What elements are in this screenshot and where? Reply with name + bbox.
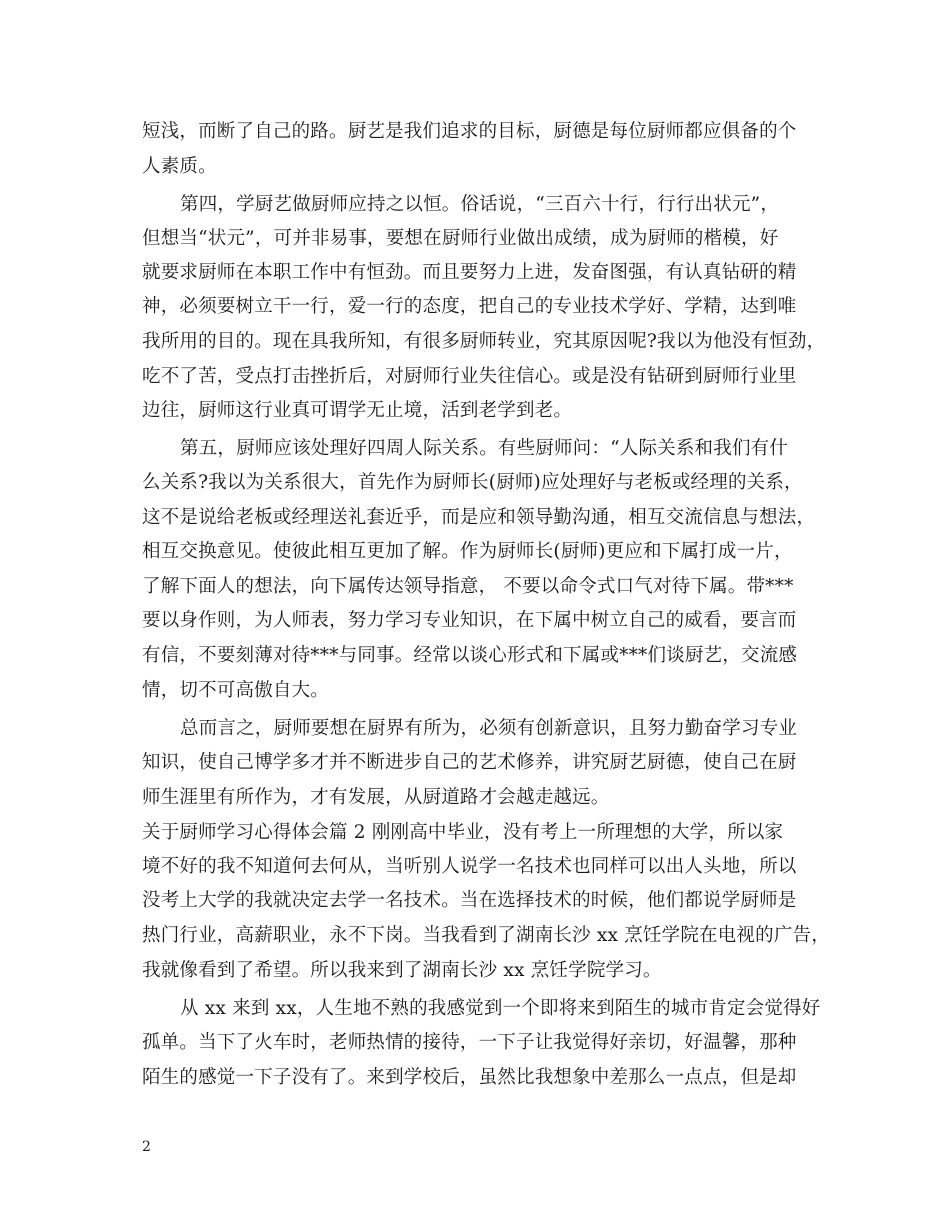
text-line — [180, 992, 820, 1026]
text-line — [142, 781, 820, 815]
text-line-content: 我就像看到了希望。所以我来到了湖南长沙 xx 烹饪学院学习。 — [142, 960, 662, 981]
text-line — [142, 604, 820, 638]
text-line — [142, 360, 820, 394]
text-line — [142, 535, 820, 569]
text-line-content: 师生涯里有所作为，才有发展，从厨道路才会越走越远。 — [142, 787, 610, 808]
text-line — [180, 188, 820, 222]
text-line-content: 就要求厨师在本职工作中有恒劲。而且要努力上进，发奋图强，有认真钻研的精 — [142, 262, 797, 283]
text-line-content: 总而言之，厨师要想在厨界有所为，必须有创新意识，且努力勤奋学习专业 — [180, 718, 798, 739]
text-line — [142, 570, 820, 604]
text-line-content: 但想当“状元”，可并非易事，要想在厨师行业做出成绩，成为厨师的楷模，好 — [142, 228, 779, 249]
text-line — [142, 1026, 820, 1060]
text-line — [142, 325, 826, 359]
text-line — [142, 115, 820, 149]
text-line-content: 知识，使自己博学多才并不断进步自己的艺术修养，讲究厨艺厨德，使自己在厨 — [142, 752, 797, 773]
text-line — [142, 884, 820, 918]
text-line — [142, 466, 820, 500]
text-line — [142, 501, 820, 535]
text-line-content: 境不好的我不知道何去何从，当听别人说学一名技术也同样可以出人头地，所以 — [142, 856, 797, 877]
text-line — [142, 746, 820, 780]
text-line-content: 这不是说给老板或经理送礼套近乎，而是应和领导勤沟通，相互交流信息与想法， — [142, 507, 816, 528]
text-line-content: 情，切不可高傲自大。 — [142, 680, 330, 701]
text-line — [180, 432, 820, 466]
text-line-content: 热门行业，高薪职业，永不下岗。当我看到了湖南长沙 xx 烹饪学院在电视的广告， — [142, 925, 830, 946]
text-line — [142, 150, 820, 184]
text-line — [142, 954, 820, 988]
text-line — [142, 639, 820, 673]
text-line-content: 吃不了苦，受点打击挫折后，对厨师行业失往信心。或是没有钻研到厨师行业里 — [142, 366, 797, 387]
text-line — [142, 816, 820, 850]
text-line — [142, 850, 820, 884]
text-line-content: 第四，学厨艺做厨师应持之以恒。俗话说，“三百六十行，行行出状元”， — [180, 194, 780, 215]
text-line — [142, 290, 820, 324]
text-line — [180, 712, 820, 746]
text-line — [142, 674, 820, 708]
text-line-content: 人素质。 — [142, 156, 217, 177]
text-line-content: 没考上大学的我就决定去学一名技术。当在选择技术的时候，他们都说学厨师是 — [142, 890, 797, 911]
text-line-content: 关于厨师学习心得体会篇 2 刚刚高中毕业，没有考上一所理想的大学，所以家 — [142, 822, 784, 843]
text-line-content: 从 xx 来到 xx，人生地不熟的我感觉到一个即将来到陌生的城市肯定会觉得好 — [180, 998, 821, 1019]
text-line — [142, 1061, 820, 1095]
text-line-content: 有信，不要刻薄对待***与同事。经常以谈心形式和下属或***们谈厨艺，交流感 — [142, 645, 798, 666]
text-line-content: 陌生的感觉一下子没有了。来到学校后，虽然比我想象中差那么一点点，但是却 — [142, 1067, 797, 1088]
page-number: 2 — [142, 1139, 151, 1155]
text-line — [142, 222, 820, 256]
text-line-content: 短浅，而断了自己的路。厨艺是我们追求的目标，厨德是每位厨师都应俱备的个 — [142, 121, 797, 142]
text-line-content: 我所用的目的。现在具我所知，有很多厨师转业，究其原因呢?我以为他没有恒劲， — [142, 331, 826, 352]
text-line-content: 第五，厨师应该处理好四周人际关系。有些厨师问：“人际关系和我们有什 — [180, 438, 789, 459]
text-line-content: 要以身作则，为人师表，努力学习专业知识，在下属中树立自己的威看，要言而 — [142, 610, 797, 631]
text-line-content: 边往，厨师这行业真可谓学无止境，活到老学到老。 — [142, 400, 573, 421]
text-line — [142, 256, 820, 290]
text-line-content: 相互交换意见。使彼此相互更加了解。作为厨师长(厨师)更应和下属打成一片， — [142, 541, 793, 562]
text-line-content: 么关系?我以为关系很大，首先作为厨师长(厨师)应处理好与老板或经理的关系， — [142, 472, 803, 493]
text-line-content: 了解下面人的想法，向下属传达领导指意， 不要以命令式口气对待下属。带*** — [142, 576, 794, 597]
text-line-content: 神，必须要树立干一行，爱一行的态度，把自己的专业技术学好、学精，达到唯 — [142, 296, 797, 317]
text-line — [142, 919, 830, 953]
text-line-content: 孤单。当下了火车时，老师热情的接待，一下子让我觉得好亲切，好温馨，那种 — [142, 1032, 797, 1053]
text-line — [142, 394, 820, 428]
